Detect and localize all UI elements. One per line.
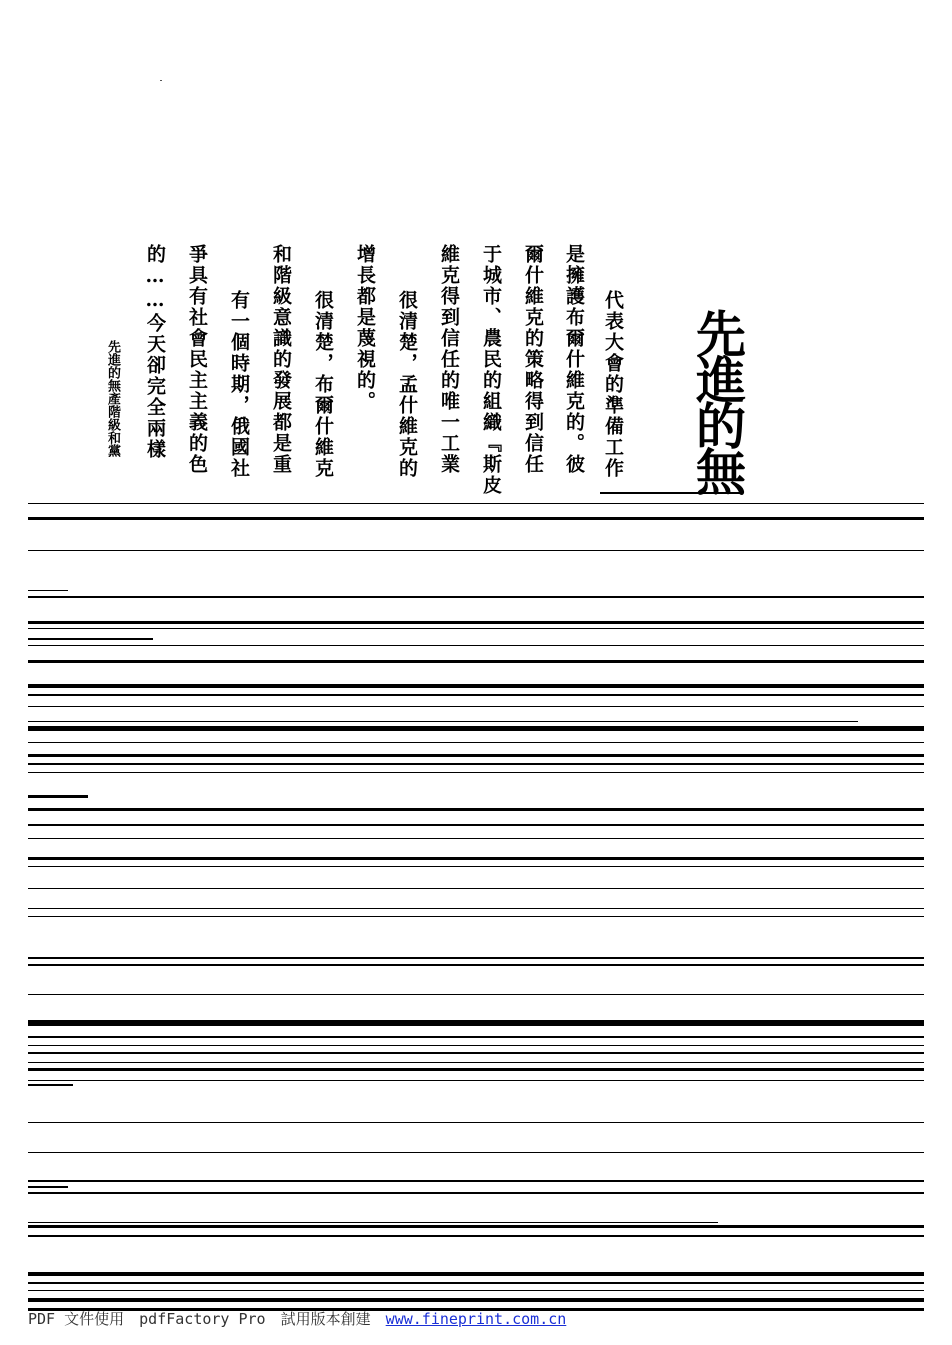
text-column-5: 維克得到信任的唯一工業: [438, 244, 460, 475]
artifact-line: [28, 1036, 924, 1038]
running-footer: 先進的無產階級和黨: [105, 340, 120, 457]
artifact-line: [28, 1080, 924, 1081]
artifact-line: [28, 684, 924, 688]
artifact-line: [28, 503, 924, 504]
artifact-line: [28, 1186, 68, 1188]
artifact-line: [28, 772, 924, 773]
artifact-line: [28, 1180, 924, 1182]
text-column-4: 于城市、農民的組織『斯皮: [480, 244, 502, 496]
artifact-line: [28, 824, 924, 826]
artifact-line: [28, 763, 924, 765]
artifact-line: [28, 1122, 924, 1123]
artifact-line: [28, 888, 924, 889]
text-column-7: 增長都是蔑視的。: [354, 244, 376, 412]
artifact-line: [28, 857, 924, 860]
artifact-line: [28, 660, 924, 663]
text-column-8: 很清楚，布爾什維克: [312, 290, 334, 479]
artifact-line: [28, 628, 924, 629]
artifact-line: [28, 1020, 924, 1026]
watermark-product: pdfFactory Pro: [139, 1310, 266, 1328]
artifact-line: [28, 1068, 924, 1071]
artifact-line: [28, 726, 924, 731]
artifact-line: [28, 1045, 924, 1046]
artifact-line: [28, 1272, 924, 1276]
artifact-line: [28, 808, 924, 811]
text-column-6: 很清楚，孟什維克的: [396, 290, 418, 479]
artifact-line: [28, 1062, 924, 1063]
artifact-line: [28, 866, 924, 867]
artifact-line: [28, 1084, 73, 1086]
text-column-3: 爾什維克的策略得到信任: [522, 244, 544, 475]
artifact-line: [28, 694, 924, 696]
artifact-line: [28, 994, 924, 995]
artifact-line: [28, 645, 924, 646]
artifact-line: [28, 1290, 924, 1291]
pdf-watermark: [28, 1312, 566, 1327]
text-column-11: 爭具有社會民主主義的色: [186, 244, 208, 475]
artifact-line: [28, 754, 924, 757]
watermark-prefix: PDF 文件使用: [28, 1310, 125, 1328]
artifact-line: [28, 908, 924, 909]
artifact-line: [28, 590, 68, 591]
artifact-line: [28, 621, 924, 624]
artifact-line: [28, 721, 858, 722]
artifact-line: [28, 550, 924, 551]
artifact-line: [28, 1282, 924, 1284]
artifact-line: [28, 1225, 924, 1228]
artifact-line: [28, 596, 924, 598]
artifact-line: [28, 957, 924, 959]
text-column-10: 有一個時期，俄國社: [228, 290, 250, 479]
artifact-line: [28, 795, 88, 798]
artifact-line: [28, 916, 924, 917]
watermark-link[interactable]: www.fineprint.com.cn: [385, 1310, 567, 1328]
artifact-line: [28, 706, 924, 707]
text-column-12: 的……今天卻完全兩樣: [144, 244, 166, 460]
artifact-line: [28, 638, 153, 640]
artifact-line: [28, 742, 924, 743]
artifact-line: [28, 838, 924, 839]
artifact-line: [28, 1222, 718, 1223]
artifact-line: [28, 1052, 924, 1054]
artifact-line: [28, 1152, 924, 1153]
artifact-line: [28, 1235, 924, 1237]
artifact-line: [28, 964, 924, 966]
scan-speck: [160, 80, 162, 81]
headline: 先進的無: [688, 308, 746, 492]
artifact-line: [28, 517, 924, 520]
artifact-line: [28, 1298, 924, 1302]
watermark-suffix: 試用版本創建: [280, 1310, 371, 1328]
artifact-line: [28, 1192, 924, 1194]
text-column-2: 是擁護布爾什維克的。彼: [563, 244, 585, 475]
text-column-1: 代表大會的準備工作: [602, 290, 624, 479]
text-column-9: 和階級意識的發展都是重: [270, 244, 292, 475]
